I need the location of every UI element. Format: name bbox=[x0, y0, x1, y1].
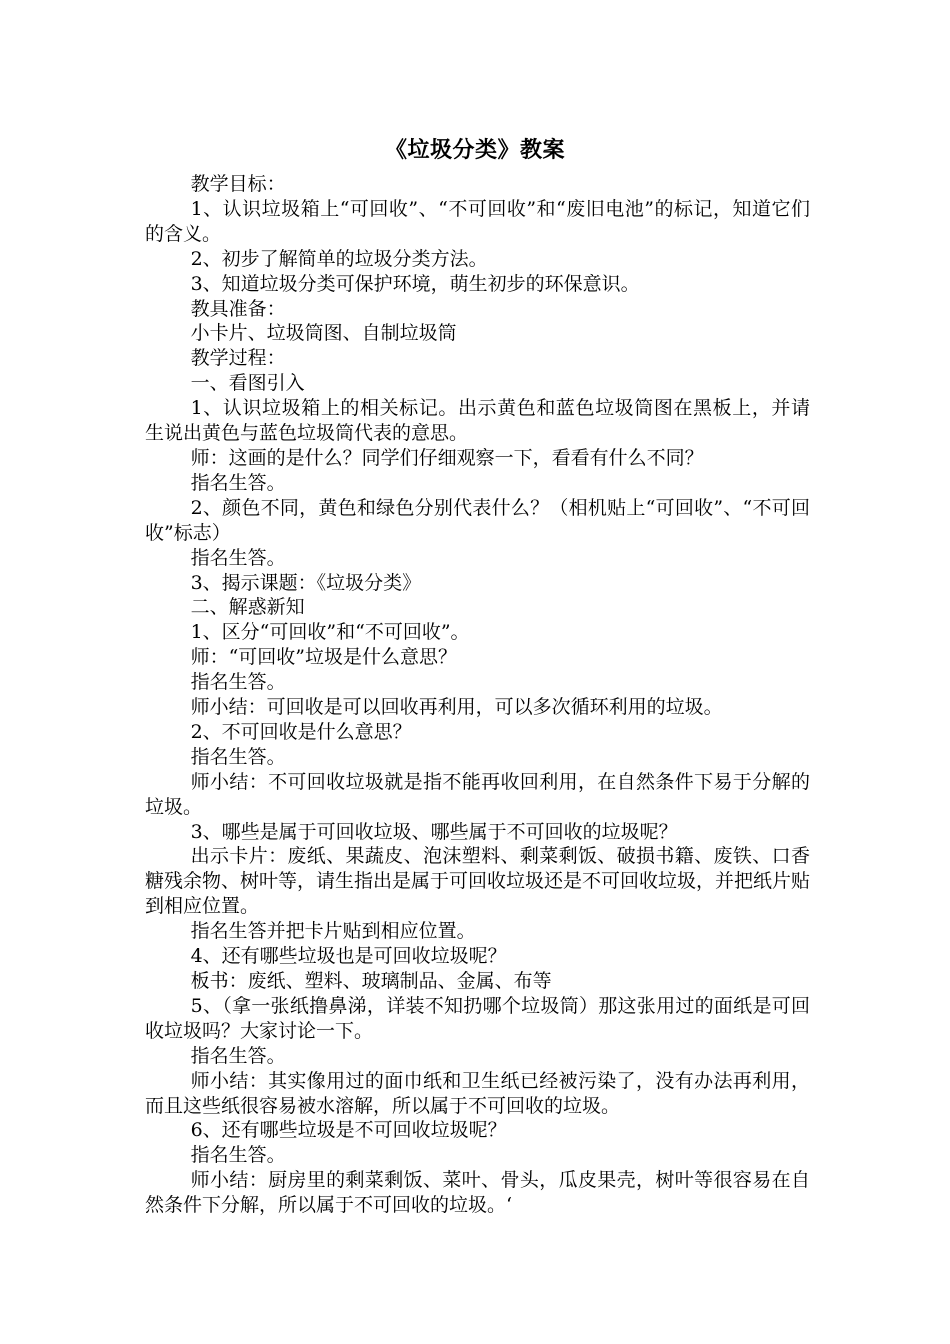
paragraph: 指名生答。 bbox=[190, 745, 286, 768]
document-title: 《垃圾分类》教案 bbox=[384, 137, 565, 163]
paragraph: 师小结：其实像用过的面巾纸和卫生纸已经被污染了，没有办法再利用，而且这些纸很容易被水溶解，所以属于不可回收的垃圾。 bbox=[145, 1069, 810, 1117]
paragraph: 出示卡片：废纸、果蔬皮、泡沫塑料、剩菜剩饭、破损书籍、废铁、口香糖残余物、树叶等，请生指出是属于可回收垃圾还是不可回收垃圾，并把纸片贴到相应位置。 bbox=[145, 845, 811, 918]
paragraph: 6、还有哪些垃圾是不可回收垃圾呢？ bbox=[190, 1119, 507, 1142]
paragraph: 师小结：不可回收垃圾就是指不能再收回利用，在自然条件下易于分解的垃圾。 bbox=[145, 770, 810, 818]
paragraph: 4、还有哪些垃圾也是可回收垃圾呢？ bbox=[190, 945, 507, 968]
paragraph: 一、看图引入 bbox=[190, 372, 305, 395]
paragraph: 师小结：厨房里的剩菜剩饭、菜叶、骨头，瓜皮果壳，树叶等很容易在自然条件下分解，所以属于不可回收的垃圾。‘ bbox=[145, 1169, 810, 1217]
paragraph: 师：这画的是什么？同学们仔细观察一下，看看有什么不同？ bbox=[190, 446, 704, 469]
paragraph: 1、认识垃圾箱上的相关标记。出示黄色和蓝色垃圾筒图在黑板上，并请生说出黄色与蓝色垃圾筒代表的意思。 bbox=[145, 397, 810, 445]
paragraph: 2、初步了解简单的垃圾分类方法。 bbox=[190, 247, 488, 270]
paragraph: 指名生答。 bbox=[190, 1044, 286, 1067]
paragraph: 3、揭示课题：《垃圾分类》 bbox=[190, 571, 422, 594]
paragraph: 师：“可回收”垃圾是什么意思？ bbox=[190, 646, 458, 669]
paragraph: 二、解惑新知 bbox=[190, 596, 305, 619]
paragraph: 教具准备： bbox=[190, 297, 286, 320]
paragraph: 板书：废纸、塑料、玻璃制品、金属、布等 bbox=[190, 970, 552, 992]
paragraph: 小卡片、垃圾筒图、自制垃圾筒 bbox=[190, 322, 457, 345]
paragraph: 教学过程： bbox=[190, 347, 286, 370]
paragraph: 2、不可回收是什么意思？ bbox=[190, 720, 412, 743]
paragraph: 1、认识垃圾箱上“可回收”、“不可回收”和“废旧电池”的标记，知道它们的含义。 bbox=[145, 197, 810, 245]
paragraph: 1、区分“可回收”和“不可回收”。 bbox=[190, 621, 470, 644]
paragraph: 指名生答。 bbox=[190, 546, 286, 569]
paragraph: 指名生答。 bbox=[190, 671, 286, 694]
paragraph: 师小结：可回收是可以回收再利用，可以多次循环利用的垃圾。 bbox=[190, 696, 723, 719]
paragraph: 2、颜色不同，黄色和绿色分别代表什么？（相机贴上“可回收”、“不可回收”标志） bbox=[145, 496, 810, 544]
document-body bbox=[145, 172, 810, 1218]
paragraph: 3、哪些是属于可回收垃圾、哪些属于不可回收的垃圾呢？ bbox=[190, 820, 678, 843]
paragraph: 3、知道垃圾分类可保护环境，萌生初步的环保意识。 bbox=[190, 272, 640, 295]
paragraph: 指名生答。 bbox=[190, 1144, 286, 1167]
paragraph: 教学目标： bbox=[190, 173, 286, 195]
paragraph: 指名生答。 bbox=[190, 471, 286, 494]
paragraph: 5、（拿一张纸撸鼻涕，详装不知扔哪个垃圾筒）那这张用过的面纸是可回收垃圾吗？大家讨论一下。 bbox=[145, 994, 810, 1042]
paragraph: 指名生答并把卡片贴到相应位置。 bbox=[190, 920, 476, 943]
